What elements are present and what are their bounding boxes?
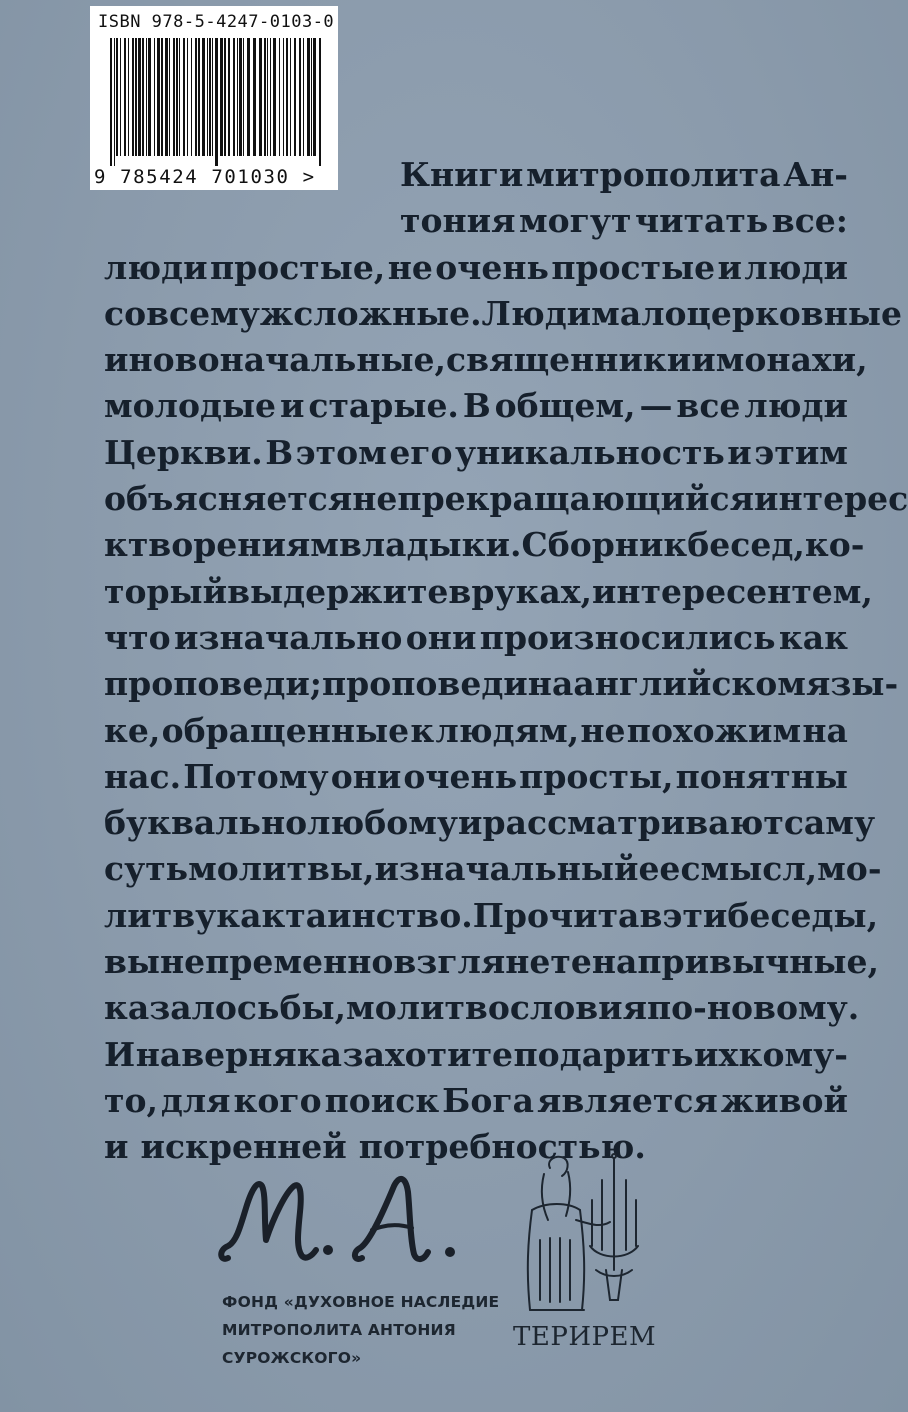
- word: могут: [518, 201, 632, 241]
- word: новоначальные,: [128, 340, 447, 380]
- barcode-bar: [313, 38, 316, 156]
- barcode-bar: [110, 38, 112, 166]
- text-line: [104, 661, 899, 707]
- word: не: [387, 247, 433, 287]
- text-line: [104, 198, 848, 244]
- barcode-bar: [161, 38, 163, 156]
- barcode-digits: 9 785424 701030 >: [94, 166, 316, 188]
- barcode-bar: [183, 38, 185, 156]
- word: подарить: [513, 1034, 694, 1074]
- barcode-bar: [116, 38, 118, 156]
- word: любому: [307, 803, 459, 843]
- word: торый: [104, 571, 228, 611]
- word: беседы,: [727, 895, 879, 935]
- word: то,: [104, 1080, 158, 1120]
- text-line: [104, 522, 865, 568]
- word: для: [160, 1080, 231, 1120]
- word: Книги: [400, 155, 524, 194]
- text-line: [104, 569, 873, 615]
- word: они: [405, 617, 477, 657]
- word: священники: [446, 340, 692, 380]
- word: вы: [227, 571, 284, 611]
- word: мо-: [817, 849, 882, 889]
- barcode-bar: [264, 38, 266, 156]
- foundation-name-line: СУРОЖСКОГО»: [222, 1349, 362, 1367]
- barcode-bar: [283, 38, 284, 156]
- word: В: [462, 386, 491, 426]
- word: бесед,: [687, 525, 805, 565]
- word: живой: [720, 1080, 848, 1120]
- barcode-bar: [270, 38, 271, 156]
- word: и: [727, 432, 752, 472]
- word: кому-: [738, 1034, 848, 1074]
- back-cover-annotation: [104, 152, 908, 1171]
- barcode-bar: [195, 38, 197, 156]
- barcode-bar: [120, 38, 121, 156]
- word: держите: [283, 571, 449, 611]
- word: поиск: [324, 1080, 440, 1120]
- barcode-bar: [290, 38, 291, 156]
- word: и: [104, 1127, 129, 1167]
- word: молитвословия: [346, 988, 647, 1028]
- word: простые: [551, 247, 716, 287]
- word: люди: [744, 247, 848, 287]
- word: Бога: [442, 1080, 534, 1120]
- barcode-bar: [220, 38, 223, 156]
- barcode-bar: [209, 38, 211, 156]
- publisher-name: ТЕРИРЕМ: [513, 1322, 657, 1352]
- word: к: [104, 525, 128, 565]
- barcode-bar: [311, 38, 312, 156]
- word: рассматривают: [482, 803, 784, 843]
- word: и: [104, 340, 129, 380]
- barcode-bar: [307, 38, 310, 156]
- word: они: [330, 756, 402, 796]
- barcode-bar: [253, 38, 256, 156]
- word: потребностью.: [358, 1127, 646, 1167]
- foundation-name-line: МИТРОПОЛИТА АНТОНИЯ: [222, 1321, 456, 1339]
- word: не: [580, 710, 626, 750]
- word: уникальность: [455, 432, 725, 472]
- barcode-bar: [179, 38, 180, 156]
- word: Люди: [481, 293, 592, 333]
- barcode-bar: [303, 38, 304, 156]
- word: Сборник: [521, 525, 688, 565]
- word: руках,: [471, 571, 592, 611]
- word: объясняется: [104, 479, 353, 519]
- word: тем,: [791, 571, 873, 611]
- word: люди: [104, 247, 208, 287]
- word: произносились: [479, 617, 776, 657]
- word: проповеди: [321, 664, 528, 704]
- word: тония: [400, 201, 516, 241]
- word: очень: [435, 247, 549, 287]
- word: захотите: [342, 1034, 514, 1074]
- word: интерес: [754, 479, 908, 519]
- word: монахи,: [715, 340, 868, 380]
- barcode-bar: [154, 38, 155, 156]
- text-line: [104, 1032, 848, 1078]
- barcode-bar: [207, 38, 208, 156]
- word: изначальный: [374, 849, 639, 889]
- word: на: [527, 664, 574, 704]
- word: бы,: [279, 988, 347, 1028]
- word: Церкви.: [104, 432, 263, 472]
- word: и: [717, 247, 743, 287]
- barcode-bar: [212, 38, 213, 156]
- foundation-name: [222, 1288, 499, 1372]
- word: просты,: [519, 756, 674, 796]
- word: малоцерковные: [591, 293, 902, 333]
- word: Потому: [183, 756, 329, 796]
- barcode-bar: [237, 38, 238, 156]
- barcode-bar: [114, 38, 115, 166]
- word: простые,: [209, 247, 386, 287]
- word: искренней: [140, 1127, 347, 1167]
- word: все:: [771, 201, 848, 241]
- barcode-bar: [124, 38, 126, 156]
- word: язы-: [805, 664, 899, 704]
- word: молитвы,: [188, 849, 375, 889]
- word: вы: [104, 942, 161, 982]
- text-line: [104, 337, 868, 383]
- word: непременно: [160, 942, 394, 982]
- barcode-bar: [279, 38, 280, 156]
- word: на: [591, 942, 638, 982]
- word: таинство.: [285, 895, 473, 935]
- text-line: [104, 893, 879, 939]
- word: Ан-: [783, 155, 848, 194]
- barcode-bar: [267, 38, 268, 156]
- word: общем,: [494, 386, 636, 426]
- barcode-bar: [138, 38, 141, 156]
- barcode-bar: [294, 38, 296, 156]
- word: —: [639, 386, 673, 426]
- text-line: [104, 846, 882, 892]
- word: людям,: [435, 710, 580, 750]
- text-line: [104, 615, 848, 661]
- word: что: [104, 617, 171, 657]
- barcode-bar: [299, 38, 301, 156]
- word: ке,: [104, 710, 161, 750]
- word: изначально: [173, 617, 403, 657]
- barcode-bar: [165, 38, 168, 156]
- word: уж: [238, 293, 294, 333]
- barcode-bar: [198, 38, 200, 156]
- barcode-bar: [128, 38, 129, 156]
- word: читать: [634, 201, 769, 241]
- barcode-bar: [243, 38, 244, 156]
- word: смысл,: [680, 849, 818, 889]
- barcode-bar: [132, 38, 134, 156]
- text-line: [104, 476, 908, 522]
- text-line: [104, 245, 848, 291]
- word: является: [536, 1080, 718, 1120]
- word: казалось: [104, 988, 280, 1028]
- word: их: [693, 1034, 739, 1074]
- word: проповеди;: [104, 664, 322, 704]
- barcode-bar: [191, 38, 192, 156]
- barcode-bar: [176, 38, 178, 156]
- barcode-bar: [148, 38, 151, 156]
- barcode-bar: [259, 38, 262, 156]
- word: нас.: [104, 756, 182, 796]
- word: похожим: [626, 710, 802, 750]
- barcode-bar: [224, 38, 226, 156]
- text-line: [104, 291, 902, 337]
- word: и: [458, 803, 483, 843]
- word: эти: [662, 895, 728, 935]
- text-line: [104, 800, 876, 846]
- word: кого: [233, 1080, 322, 1120]
- text-line: [104, 152, 848, 198]
- word: совсем: [104, 293, 239, 333]
- barcode-bar: [173, 38, 175, 156]
- text-line: [104, 430, 848, 476]
- word: этом: [295, 432, 387, 472]
- word: старые.: [308, 386, 459, 426]
- barcode-bars: [110, 38, 324, 166]
- word: привычные,: [637, 942, 879, 982]
- foundation-monogram-logo: [214, 1158, 466, 1270]
- word: английском: [573, 664, 806, 704]
- word: этим: [754, 432, 848, 472]
- word: понятны: [675, 756, 848, 796]
- word: как: [778, 617, 848, 657]
- word: и: [691, 340, 716, 380]
- word: все: [676, 386, 741, 426]
- word: его: [389, 432, 453, 472]
- word: буквально: [104, 803, 308, 843]
- word: и: [279, 386, 305, 426]
- word: саму: [783, 803, 876, 843]
- foundation-name-line: ФОНД «ДУХОВНОЕ НАСЛЕДИЕ: [222, 1293, 500, 1311]
- word: непрекращающийся: [352, 479, 754, 519]
- barcode-bar: [157, 38, 160, 156]
- word: интересен: [591, 571, 792, 611]
- barcode-bar: [187, 38, 188, 156]
- word: очень: [403, 756, 518, 796]
- publisher-emblem-icon: [510, 1150, 660, 1320]
- word: И: [104, 1034, 136, 1074]
- barcode-bar: [233, 38, 235, 156]
- word: как: [216, 895, 286, 935]
- text-line: [104, 708, 848, 754]
- isbn-label: ISBN 978-5-4247-0103-0: [98, 12, 335, 32]
- barcode-bar: [239, 38, 242, 156]
- word: ее: [638, 849, 681, 889]
- word: суть: [104, 849, 189, 889]
- barcode-bar: [202, 38, 205, 156]
- word: ко-: [804, 525, 865, 565]
- barcode-bar: [146, 38, 147, 156]
- text-line: [104, 985, 860, 1031]
- text-line: [104, 383, 848, 429]
- word: люди: [744, 386, 848, 426]
- word: молодые: [104, 386, 277, 426]
- word: литву: [104, 895, 217, 935]
- word: взглянете: [393, 942, 592, 982]
- word: владыки.: [338, 525, 522, 565]
- word: обращенные: [161, 710, 410, 750]
- word: Прочитав: [472, 895, 663, 935]
- barcode-bar: [215, 38, 218, 166]
- word: наверняка: [135, 1034, 342, 1074]
- barcode-bar: [319, 38, 321, 166]
- barcode-bar: [142, 38, 144, 156]
- barcode-bar: [135, 38, 137, 156]
- word: сложные.: [293, 293, 482, 333]
- barcode-bar: [273, 38, 276, 156]
- word: митрополита: [526, 155, 781, 194]
- word: В: [265, 432, 294, 472]
- barcode-bar: [286, 38, 288, 156]
- word: в: [448, 571, 472, 611]
- text-line: [104, 1078, 848, 1124]
- barcode-bar: [247, 38, 250, 156]
- word: по-новому.: [647, 988, 860, 1028]
- word: к: [410, 710, 435, 750]
- barcode-bar: [228, 38, 230, 156]
- text-line: [104, 939, 879, 985]
- barcode-bar: [169, 38, 170, 156]
- text-line: [104, 754, 848, 800]
- word: творениям: [127, 525, 339, 565]
- word: на: [802, 710, 848, 750]
